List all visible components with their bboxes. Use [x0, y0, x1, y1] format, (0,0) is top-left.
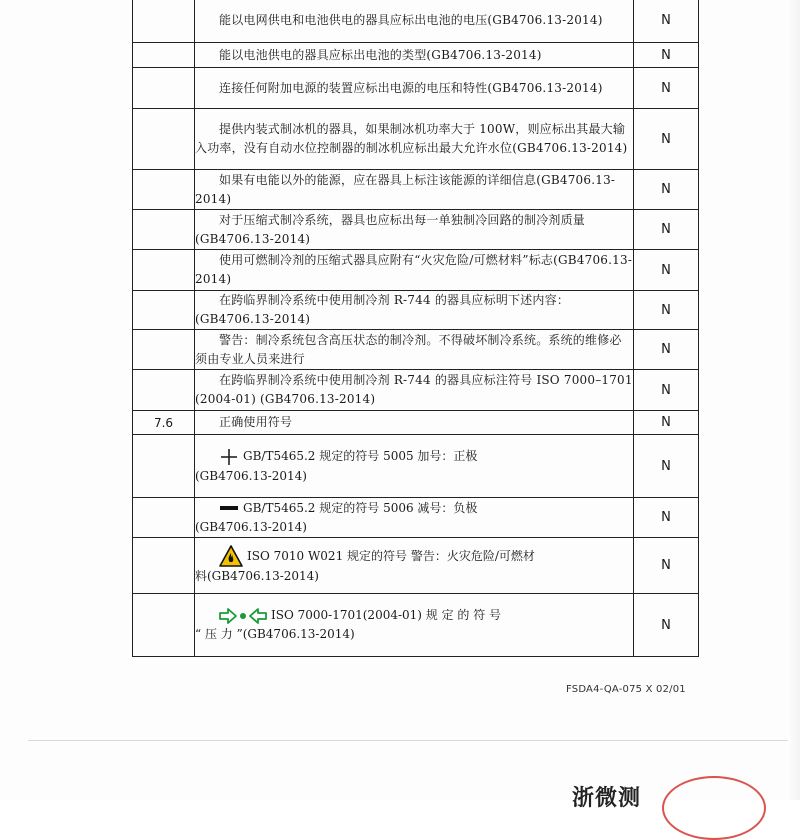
requirement-cell: 连接任何附加电源的装置应标出电源的电压和特性(GB4706.13-2014): [195, 68, 634, 109]
table-row: [133, 411, 699, 435]
requirement-cell: [195, 435, 634, 498]
result-cell: N: [634, 411, 699, 435]
result-cell: N: [634, 210, 699, 250]
symbol-description: GB/T5465.2 规定的符号 5006 减号：负极: [243, 500, 478, 515]
requirement-cell: 正确使用符号: [195, 411, 634, 435]
requirement-cell: [195, 538, 634, 594]
clause-cell: [133, 370, 195, 411]
table-row: [133, 435, 699, 498]
result-cell: N: [634, 291, 699, 330]
clause-cell: [133, 109, 195, 170]
scan-shadow: [786, 0, 800, 800]
result-cell: N: [634, 68, 699, 109]
requirement-cell: 能以电网供电和电池供电的器具应标出电池的电压(GB4706.13-2014): [195, 0, 634, 43]
clause-cell: [133, 498, 195, 538]
requirement-cell: 如果有电能以外的能源，应在器具上标注该能源的详细信息(GB4706.13-2014): [195, 170, 634, 210]
symbol-standard-ref: (GB4706.13-2014): [195, 519, 307, 534]
clause-cell: [133, 330, 195, 370]
clause-cell: [133, 250, 195, 291]
result-cell: N: [634, 435, 699, 498]
requirement-cell: 在跨临界制冷系统中使用制冷剂 R-744 的器具应标注符号 ISO 7000–1701 (2004-01) (GB4706.13-2014): [195, 370, 634, 411]
clause-cell: [133, 291, 195, 330]
result-cell: N: [634, 498, 699, 538]
table-row: [133, 291, 699, 330]
symbol-description: ISO 7000-1701(2004-01) 规 定 的 符 号: [271, 608, 502, 622]
symbol-standard-ref: “ 压 力 ”(GB4706.13-2014): [195, 627, 355, 641]
result-cell: N: [634, 43, 699, 68]
clause-cell: 7.6: [133, 411, 195, 435]
table-row: [133, 498, 699, 538]
requirement-cell: [195, 498, 634, 538]
requirement-cell: 能以电池供电的器具应标出电池的类型(GB4706.13-2014): [195, 43, 634, 68]
table-row: [133, 109, 699, 170]
clause-cell: [133, 210, 195, 250]
clause-cell: [133, 170, 195, 210]
symbol-description: ISO 7010 W021 规定的符号 警告：火灾危险/可燃材: [247, 548, 535, 563]
inspection-table: [132, 0, 699, 657]
table-row: [133, 68, 699, 109]
fire-warning-icon: [219, 545, 243, 567]
result-cell: N: [634, 370, 699, 411]
result-cell: N: [634, 330, 699, 370]
table-row: [133, 330, 699, 370]
requirement-cell: 使用可燃制冷剂的压缩式器具应附有“火灾危险/可燃材料”标志(GB4706.13-2014): [195, 250, 634, 291]
clause-cell: [133, 0, 195, 43]
table-row: [133, 0, 699, 43]
result-cell: N: [634, 109, 699, 170]
clause-cell: [133, 594, 195, 657]
requirement-cell: 提供内装式制冰机的器具，如果制冰机功率大于 100W，则应标出其最大输入功率，没有自动水位控制器的制冰机应标出最大允许水位(GB4706.13-2014): [195, 109, 634, 170]
requirement-cell: 警告：制冷系统包含高压状态的制冷剂。不得破坏制冷系统。系统的维修必须由专业人员来进行: [195, 330, 634, 370]
result-cell: N: [634, 594, 699, 657]
table-row: [133, 43, 699, 68]
symbol-description: GB/T5465.2 规定的符号 5005 加号：正极: [243, 449, 478, 463]
document-code: FSDA4-QA-075 X 02/01: [566, 684, 686, 695]
table-row: [133, 170, 699, 210]
table-row: [133, 370, 699, 411]
clause-cell: [133, 68, 195, 109]
minus-symbol-icon: [219, 502, 239, 514]
table-row: [133, 250, 699, 291]
result-cell: N: [634, 538, 699, 594]
table-row: [133, 538, 699, 594]
clause-cell: [133, 538, 195, 594]
result-cell: N: [634, 0, 699, 43]
plus-symbol-icon: [219, 447, 239, 467]
symbol-standard-ref: (GB4706.13-2014): [195, 468, 307, 483]
requirement-cell: [195, 594, 634, 657]
stamp-text: 浙微测: [572, 786, 642, 811]
requirement-cell: 在跨临界制冷系统中使用制冷剂 R-744 的器具应标明下述内容：(GB4706.13-2014): [195, 291, 634, 330]
requirement-cell: 对于压缩式制冷系统，器具也应标出每一单独制冷回路的制冷剂质量(GB4706.13-2014): [195, 210, 634, 250]
table-row: [133, 210, 699, 250]
page-edge-line: [28, 740, 788, 741]
clause-cell: [133, 435, 195, 498]
pressure-arrows-icon: [219, 608, 267, 624]
red-seal-stamp: [662, 776, 766, 840]
clause-cell: [133, 43, 195, 68]
table-row: [133, 594, 699, 657]
symbol-standard-ref: 料(GB4706.13-2014): [195, 569, 319, 583]
result-cell: N: [634, 170, 699, 210]
result-cell: N: [634, 250, 699, 291]
